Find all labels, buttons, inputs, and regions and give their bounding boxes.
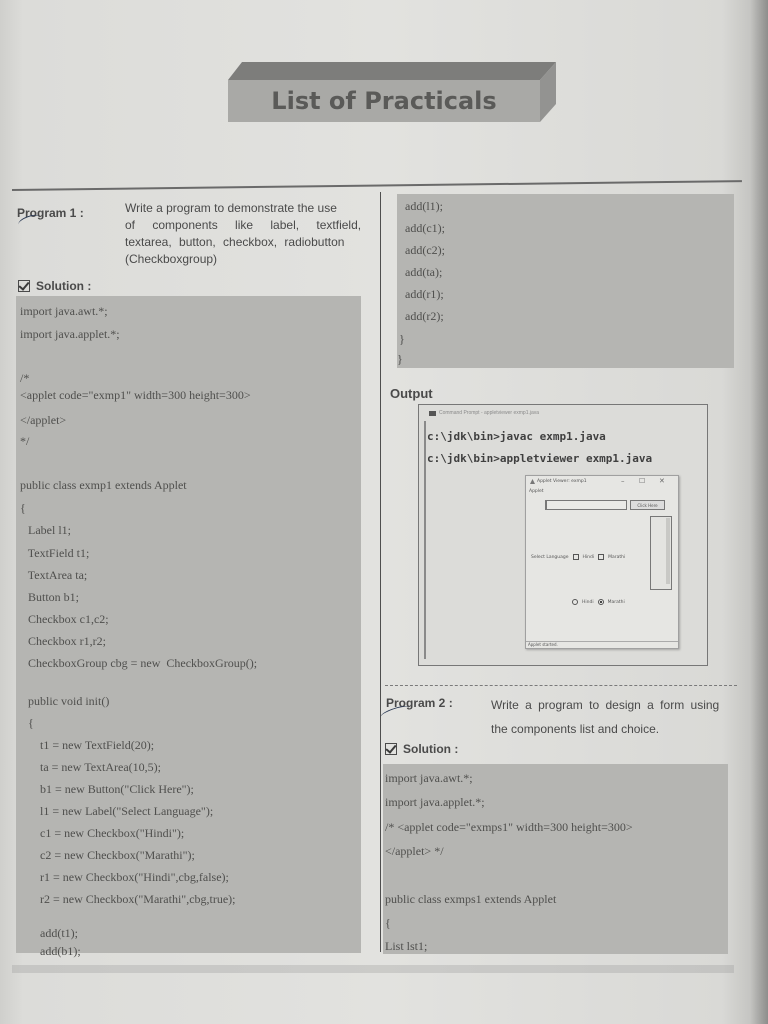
solution-heading-2 xyxy=(385,742,458,756)
code-line: add(c1); xyxy=(381,221,445,235)
checkbox-label: Hindi xyxy=(582,554,595,560)
solution-label: Solution : xyxy=(403,742,459,756)
page-edge-shadow xyxy=(750,0,768,1024)
code-line: public void init() xyxy=(16,694,110,708)
code-line: add(ta); xyxy=(381,265,443,279)
code-block-program-1-continued xyxy=(381,194,734,368)
solution-label: Solution : xyxy=(36,279,92,293)
code-line: import java.awt.*; xyxy=(385,771,473,785)
code-line: Checkbox r1,r2; xyxy=(16,634,106,648)
code-block-program-2 xyxy=(383,764,728,954)
code-line: import java.applet.*; xyxy=(385,795,485,809)
maximize-icon[interactable]: ☐ xyxy=(639,477,646,485)
applet-title: Applet Viewer: exmp1 xyxy=(537,479,587,484)
program-1-description xyxy=(125,200,373,268)
code-line: /* xyxy=(20,371,30,385)
code-line: import java.awt.*; xyxy=(20,304,108,318)
code-line: b1 = new Button("Click Here"); xyxy=(16,782,194,796)
code-line: } xyxy=(397,352,403,366)
radio-hindi[interactable] xyxy=(572,599,578,605)
code-line: Label l1; xyxy=(16,523,71,537)
code-line: c1 = new Checkbox("Hindi"); xyxy=(16,826,185,840)
checkbox-checked-icon xyxy=(385,743,397,755)
code-line: { xyxy=(16,716,34,730)
cmd-icon xyxy=(429,411,436,416)
code-line: { xyxy=(20,501,26,515)
code-line: <applet code="exmp1" width=300 height=300> xyxy=(20,388,251,402)
desc-line: Write a program to design a form using xyxy=(491,698,720,712)
code-line: public class exmp1 extends Applet xyxy=(20,478,187,492)
title-banner xyxy=(228,62,558,122)
code-line: </applet> xyxy=(20,413,67,427)
code-line: add(r2); xyxy=(381,309,444,323)
code-line: t1 = new TextField(20); xyxy=(16,738,155,752)
radio-group xyxy=(572,599,625,605)
radio-label: Hindi xyxy=(582,599,594,605)
checkbox-checked-icon xyxy=(18,280,30,292)
desc-line: textarea, button, checkbox, radiobutton xyxy=(125,235,345,249)
code-line: add(b1); xyxy=(16,944,81,958)
checkbox-marathi[interactable] xyxy=(598,554,604,560)
code-line: { xyxy=(385,916,391,930)
section-divider xyxy=(385,685,737,686)
solution-heading-1 xyxy=(18,279,91,293)
code-line: public class exmps1 extends Applet xyxy=(385,892,557,906)
text-field[interactable] xyxy=(545,500,627,510)
applet-menu[interactable]: Applet xyxy=(529,489,544,494)
desc-line: of components like label, textfield, xyxy=(125,218,362,232)
close-icon[interactable]: ✕ xyxy=(659,477,665,485)
desc-line: the components list and choice. xyxy=(491,722,660,736)
program-2-description xyxy=(491,693,733,741)
code-line: List lst1; xyxy=(385,939,428,953)
cmd-line: c:\jdk\bin>javac exmp1.java xyxy=(427,430,606,443)
cmd-title: Command Prompt - appletviewer exmp1.java xyxy=(439,410,540,416)
applet-viewer-window xyxy=(525,475,679,649)
page-bottom-band xyxy=(12,965,734,973)
code-line: add(c2); xyxy=(381,243,445,257)
code-line: add(r1); xyxy=(381,287,444,301)
code-block-program-1 xyxy=(16,296,361,958)
desc-line: Write a program to demonstrate the use xyxy=(125,201,337,215)
checkbox-label: Marathi xyxy=(608,554,626,560)
command-prompt-screenshot xyxy=(418,404,708,666)
top-divider xyxy=(12,180,742,191)
window-border xyxy=(424,421,426,659)
applet-title-bar xyxy=(530,479,587,484)
desc-line: (Checkboxgroup) xyxy=(125,252,218,266)
checkbox-hindi[interactable] xyxy=(573,554,579,560)
java-icon xyxy=(530,479,535,484)
code-line: Checkbox c1,c2; xyxy=(16,612,109,626)
banner-top-face xyxy=(228,62,556,80)
code-line: } xyxy=(387,332,405,346)
code-line: add(l1); xyxy=(381,199,443,213)
output-heading: Output xyxy=(390,386,433,401)
code-line: ta = new TextArea(10,5); xyxy=(16,760,161,774)
code-line: </applet> */ xyxy=(385,844,444,858)
minimize-icon[interactable]: – xyxy=(621,477,625,485)
code-line: import java.applet.*; xyxy=(20,327,120,341)
code-line: r1 = new Checkbox("Hindi",cbg,false); xyxy=(16,870,229,884)
text-area[interactable] xyxy=(650,516,672,590)
applet-status-bar: Applet started. xyxy=(526,641,678,648)
language-row xyxy=(531,554,625,560)
code-line: */ xyxy=(20,434,30,448)
cmd-title-bar xyxy=(429,410,539,416)
code-line: r2 = new Checkbox("Marathi",cbg,true); xyxy=(16,892,236,906)
select-language-label: Select Language xyxy=(531,554,569,560)
code-line: Button b1; xyxy=(16,590,80,604)
program-1-label: Program 1 : xyxy=(17,206,84,220)
code-line: add(t1); xyxy=(16,926,78,940)
page-title: List of Practicals xyxy=(228,80,540,122)
code-line: l1 = new Label("Select Language"); xyxy=(16,804,214,818)
code-line: c2 = new Checkbox("Marathi"); xyxy=(16,848,195,862)
code-line: /* <applet code="exmps1" width=300 height=300> xyxy=(385,820,633,834)
program-2-label: Program 2 : xyxy=(386,696,453,710)
cmd-line: c:\jdk\bin>appletviewer exmp1.java xyxy=(427,452,653,465)
code-line: TextField t1; xyxy=(16,546,90,560)
click-here-button[interactable]: Click Here xyxy=(630,500,665,510)
radio-marathi[interactable] xyxy=(598,599,604,605)
radio-label: Marathi xyxy=(607,599,625,605)
code-line: TextArea ta; xyxy=(16,568,88,582)
code-line: CheckboxGroup cbg = new CheckboxGroup(); xyxy=(16,656,258,670)
column-divider xyxy=(380,192,381,952)
